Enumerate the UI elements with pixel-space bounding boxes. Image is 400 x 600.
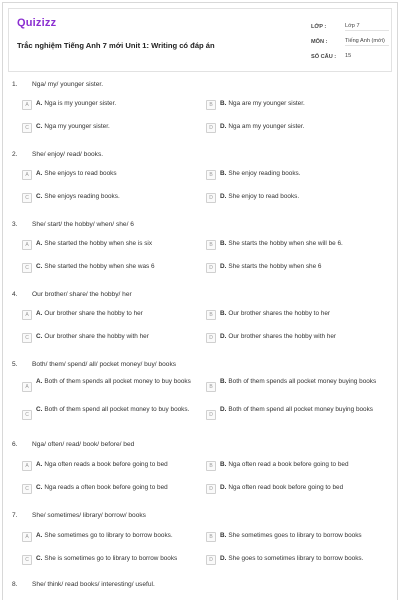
question-text: Our brother/ share/ the hobby/ her (32, 290, 132, 298)
option-badge: C (22, 193, 32, 203)
option-text: She starts the hobby when she will be 6. (228, 240, 343, 247)
option-c[interactable] (22, 333, 202, 343)
option-text: She enjoys to read books (44, 170, 117, 177)
option-text: She sometimes goes to library to borrow books (228, 532, 362, 539)
option-badge: A (22, 240, 32, 250)
option-text: Nga often read a book before going to bed (228, 461, 349, 468)
question-6 (12, 438, 392, 450)
option-badge: B (206, 100, 216, 110)
option-d[interactable] (206, 193, 386, 203)
option-letter: D. (220, 555, 227, 562)
option-badge: C (22, 555, 32, 565)
option-text: Our brother shares the hobby with her (228, 333, 337, 340)
option-text: Nga reads a often book before going to bed (44, 484, 168, 491)
option-letter: C. (36, 263, 43, 270)
option-letter: C. (36, 193, 43, 200)
option-c[interactable] (22, 406, 202, 420)
option-b[interactable] (206, 240, 386, 250)
option-text: She enjoys reading books. (44, 193, 120, 200)
option-b[interactable] (206, 100, 386, 110)
option-a[interactable] (22, 461, 202, 471)
option-text: Nga are my younger sister. (228, 100, 305, 107)
option-letter: A. (36, 378, 43, 385)
option-d[interactable] (206, 333, 386, 343)
option-letter: B. (220, 378, 227, 385)
option-letter: B. (220, 100, 227, 107)
option-c[interactable] (22, 123, 202, 133)
meta-value: Lớp 7 (345, 23, 389, 31)
option-badge: C (22, 123, 32, 133)
option-badge: B (206, 310, 216, 320)
option-text: Our brother share the hobby with her (44, 333, 149, 340)
question-text: Nga/ my/ younger sister. (32, 80, 104, 88)
meta-row-subject (311, 34, 389, 49)
option-b[interactable] (206, 170, 386, 180)
option-text: Both of them spends all pocket money buying books (228, 378, 377, 385)
option-d[interactable] (206, 123, 386, 133)
option-b[interactable] (206, 378, 386, 392)
meta-row-count (311, 49, 389, 64)
option-letter: A. (36, 461, 43, 468)
option-letter: C. (36, 555, 43, 562)
option-b[interactable] (206, 532, 386, 542)
option-badge: A (22, 461, 32, 471)
option-badge: D (206, 410, 216, 420)
question-1 (12, 78, 392, 90)
option-letter: D. (220, 193, 227, 200)
option-text: Nga often read book before going to bed (228, 484, 344, 491)
option-letter: D. (220, 263, 227, 270)
question-8 (12, 578, 392, 590)
option-a[interactable] (22, 532, 202, 542)
option-c[interactable] (22, 193, 202, 203)
option-letter: B. (220, 532, 227, 539)
question-7 (12, 509, 392, 521)
option-text: She enjoy to read books. (228, 193, 300, 200)
option-letter: A. (36, 100, 43, 107)
question-number: 4. (12, 290, 18, 298)
question-text: She/ think/ read books/ interesting/ useful. (32, 580, 155, 588)
option-text: Both of them spends all pocket money to buy books (44, 378, 191, 385)
option-b[interactable] (206, 310, 386, 320)
option-badge: B (206, 240, 216, 250)
option-badge: D (206, 263, 216, 273)
meta-value: 15 (345, 53, 352, 59)
option-badge: A (22, 100, 32, 110)
option-letter: B. (220, 240, 227, 247)
question-5 (12, 358, 392, 370)
option-badge: D (206, 193, 216, 203)
option-c[interactable] (22, 263, 202, 273)
option-a[interactable] (22, 240, 202, 250)
question-text: She/ start/ the hobby/ when/ she/ 6 (32, 220, 134, 228)
option-badge: C (22, 263, 32, 273)
option-letter: C. (36, 333, 43, 340)
meta-key: LỚP : (311, 23, 327, 30)
worksheet-header (8, 8, 392, 72)
brand-logo: Quizizz (17, 17, 57, 29)
option-letter: D. (220, 484, 227, 491)
option-c[interactable] (22, 555, 202, 565)
option-text: Our brother share the hobby to her (44, 310, 143, 317)
meta-info (311, 19, 389, 64)
option-letter: A. (36, 532, 43, 539)
option-a[interactable] (22, 170, 202, 180)
option-text: She started the hobby when she is six (44, 240, 153, 247)
option-text: She sometimes go to library to borrow books. (44, 532, 173, 539)
option-letter: A. (36, 240, 43, 247)
question-number: 2. (12, 150, 18, 158)
meta-row-class (311, 19, 389, 34)
question-number: 5. (12, 360, 18, 368)
question-3 (12, 218, 392, 230)
option-badge: C (22, 333, 32, 343)
option-text: She is sometimes go to library to borrow books (44, 555, 178, 562)
option-badge: D (206, 333, 216, 343)
option-d[interactable] (206, 484, 386, 494)
option-letter: A. (36, 170, 43, 177)
option-badge: B (206, 461, 216, 471)
option-badge: D (206, 555, 216, 565)
option-a[interactable] (22, 378, 202, 392)
option-d[interactable] (206, 555, 386, 565)
option-badge: B (206, 532, 216, 542)
option-badge: D (206, 123, 216, 133)
option-badge: A (22, 170, 32, 180)
meta-value: Tiếng Anh (mới) (345, 38, 389, 46)
option-letter: A. (36, 310, 43, 317)
meta-key: SỐ CÂU : (311, 53, 337, 60)
option-badge: C (22, 484, 32, 494)
option-text: She goes to sometimes library to borrow books. (228, 555, 364, 562)
option-text: Both of them spend all pocket money buying books (228, 406, 373, 413)
option-text: Both of them spend all pocket money to buy books. (44, 406, 190, 413)
question-4 (12, 288, 392, 300)
question-text: She/ enjoy/ read/ books. (32, 150, 104, 158)
option-badge: B (206, 382, 216, 392)
option-badge: B (206, 170, 216, 180)
option-a[interactable] (22, 100, 202, 110)
question-text: Nga/ often/ read/ book/ before/ bed (32, 440, 135, 448)
option-badge: A (22, 310, 32, 320)
option-letter: D. (220, 123, 227, 130)
option-letter: D. (220, 406, 227, 413)
option-letter: C. (36, 406, 43, 413)
option-text: Nga often reads a book before going to bed (44, 461, 168, 468)
option-badge: A (22, 532, 32, 542)
question-2 (12, 148, 392, 160)
option-text: She started the hobby when she was 6 (44, 263, 155, 270)
worksheet-title: Trắc nghiệm Tiếng Anh 7 mới Unit 1: Writing có đáp án (17, 41, 215, 50)
option-badge: D (206, 484, 216, 494)
question-number: 6. (12, 440, 18, 448)
option-letter: B. (220, 310, 227, 317)
meta-key: MÔN : (311, 38, 328, 45)
option-text: Our brother shares the hobby to her (228, 310, 331, 317)
question-number: 8. (12, 580, 18, 588)
option-a[interactable] (22, 310, 202, 320)
option-letter: D. (220, 333, 227, 340)
option-b[interactable] (206, 461, 386, 471)
option-letter: C. (36, 123, 43, 130)
option-letter: B. (220, 170, 227, 177)
question-number: 1. (12, 80, 18, 88)
option-text: Nga am my younger sister. (228, 123, 305, 130)
question-number: 7. (12, 511, 18, 519)
option-text: She starts the hobby when she 6 (228, 263, 322, 270)
option-letter: B. (220, 461, 227, 468)
question-text: She/ sometimes/ library/ borrow/ books (32, 511, 146, 519)
option-letter: C. (36, 484, 43, 491)
option-d[interactable] (206, 406, 386, 420)
option-c[interactable] (22, 484, 202, 494)
option-badge: A (22, 382, 32, 392)
option-text: Nga is my younger sister. (44, 100, 117, 107)
question-text: Both/ them/ spend/ all/ pocket money/ buy/ books (32, 360, 177, 368)
option-text: Nga my younger sister. (44, 123, 110, 130)
question-number: 3. (12, 220, 18, 228)
option-d[interactable] (206, 263, 386, 273)
option-badge: C (22, 410, 32, 420)
option-text: She enjoy reading books. (228, 170, 301, 177)
